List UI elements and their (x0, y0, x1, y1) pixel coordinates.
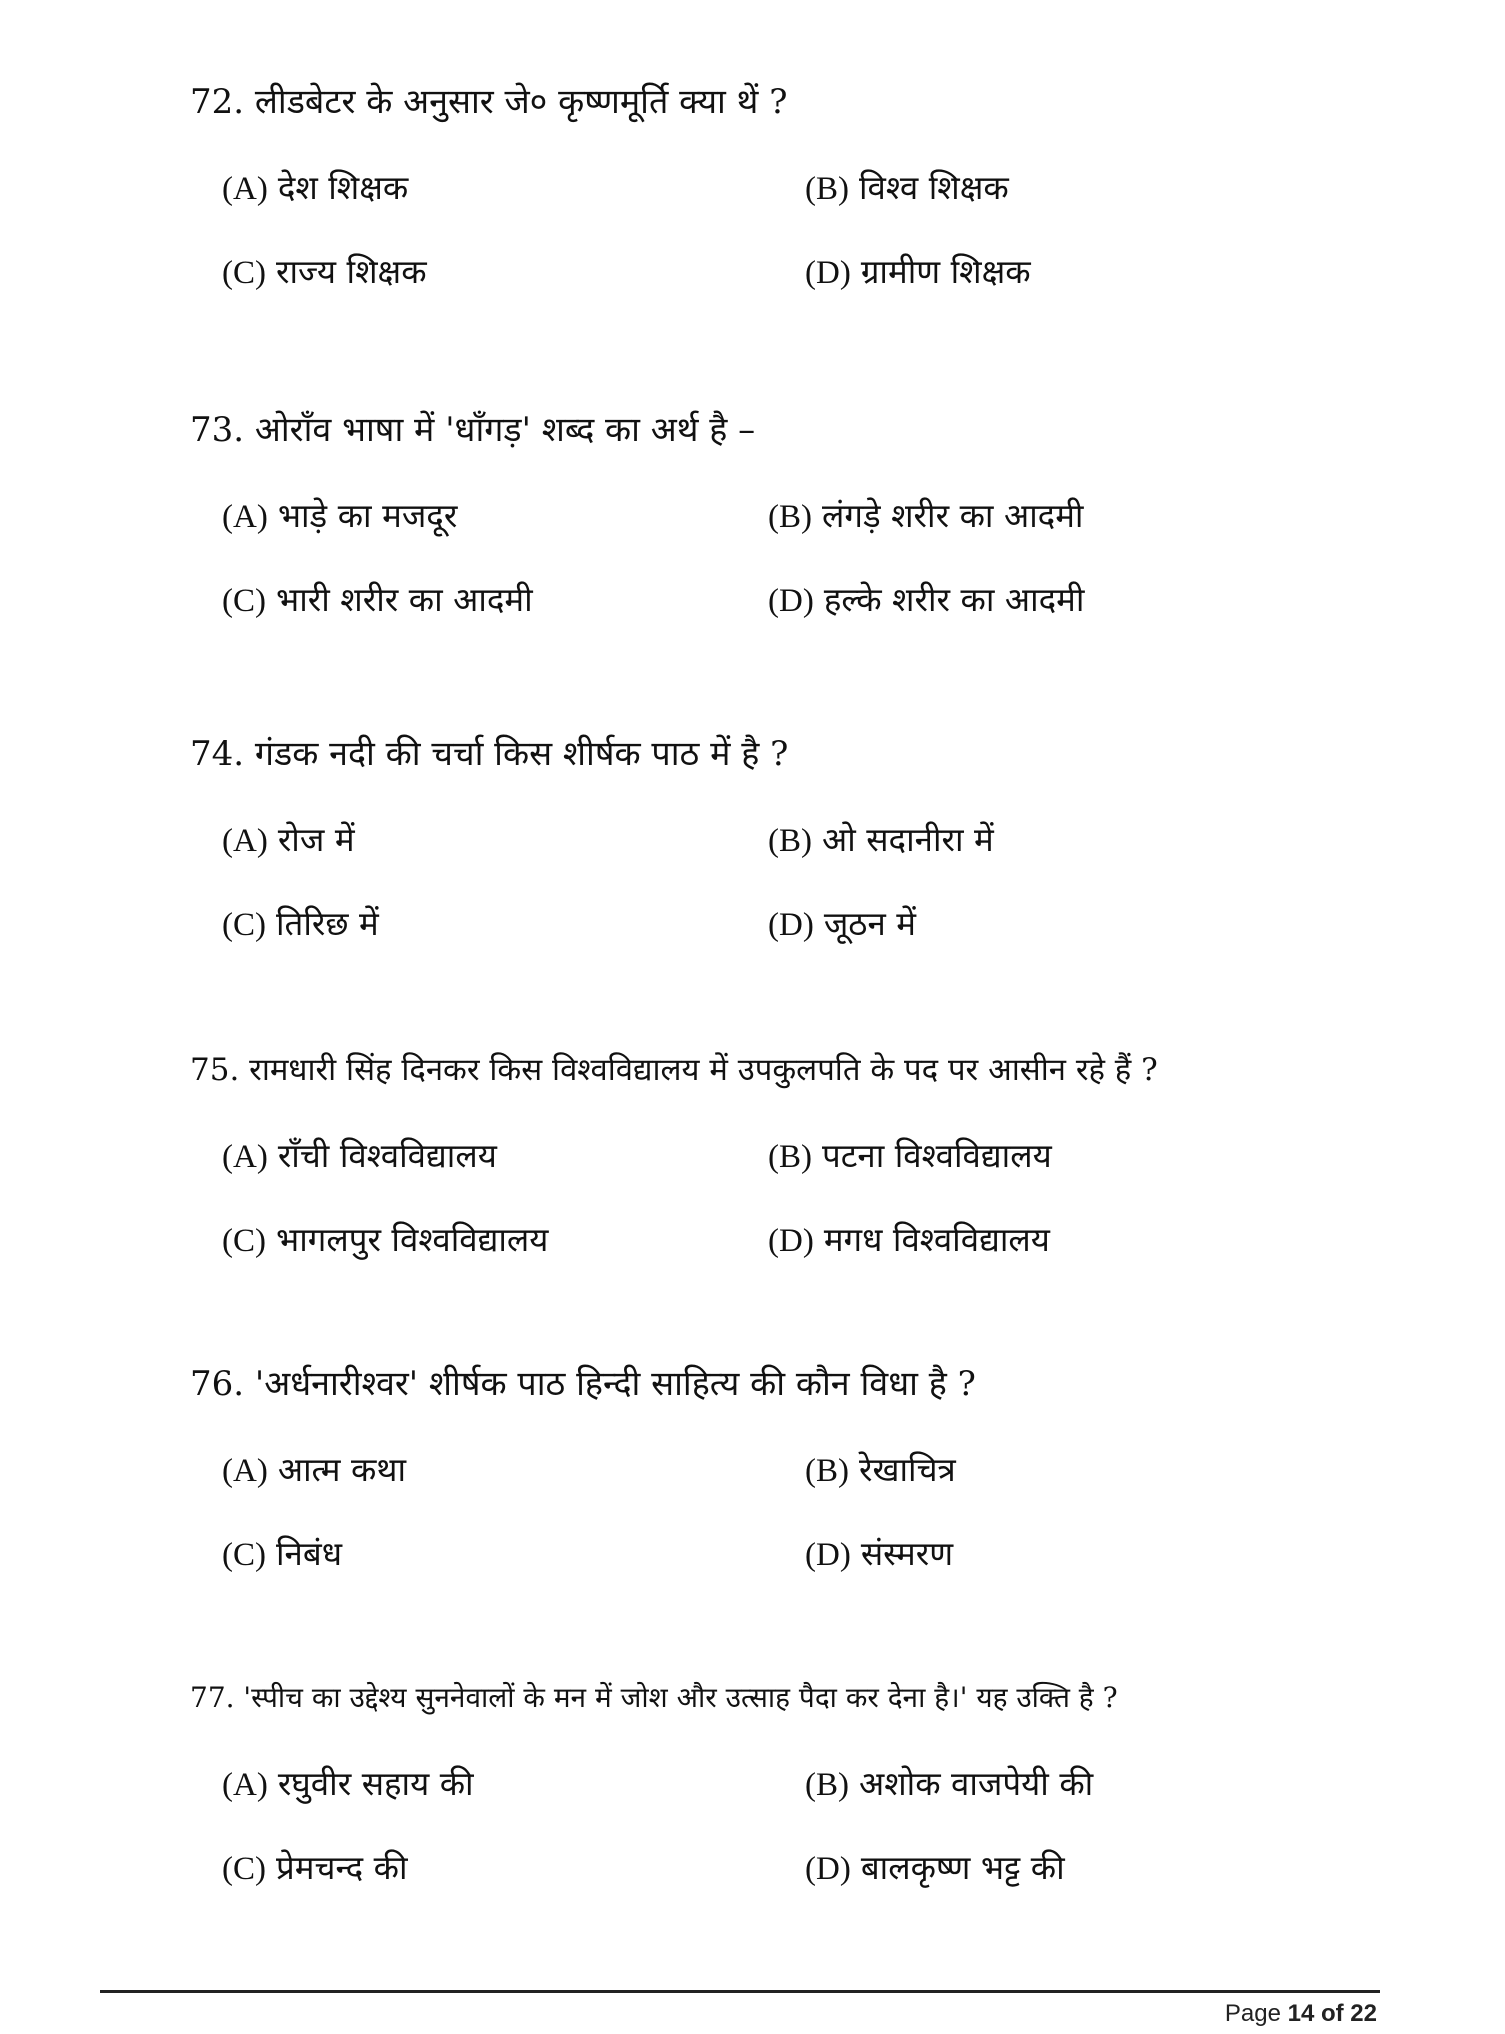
option-text: देश शिक्षक (277, 168, 409, 207)
option-text: राज्य शिक्षक (276, 252, 427, 291)
option-text: मगध विश्वविद्यालय (823, 1220, 1050, 1259)
option-c (222, 580, 533, 621)
option-label: (C) (222, 583, 266, 619)
option-d (805, 1848, 1065, 1889)
question-text: 75. रामधारी सिंह दिनकर किस विश्वविद्यालय में उपकुलपति के पद पर आसीन रहे हैं ? (190, 1052, 1158, 1088)
option-label: (C) (222, 1537, 266, 1573)
option-b (805, 168, 1009, 209)
option-text: बालकृष्ण भट्ट की (860, 1848, 1065, 1887)
option-text: संस्मरण (860, 1534, 954, 1573)
option-c (222, 252, 427, 293)
option-label: (C) (222, 1223, 266, 1259)
question-text: 77. 'स्पीच का उद्देश्य सुननेवालों के मन में जोश और उत्साह पैदा कर देना है।' यह उक्ति है ? (190, 1681, 1118, 1714)
footer-divider (100, 1990, 1380, 1993)
option-text: भागलपुर विश्वविद्यालय (276, 1220, 549, 1259)
option-d (805, 1534, 953, 1575)
option-b (805, 1450, 956, 1491)
page-number (1225, 2000, 1377, 2028)
option-text: अशोक वाजपेयी की (859, 1764, 1094, 1803)
option-a (222, 1450, 406, 1491)
question-text: 72. लीडबेटर के अनुसार जे० कृष्णमूर्ति क्या थें ? (190, 82, 788, 122)
option-label: (B) (805, 171, 849, 207)
page-current: 14 (1287, 2000, 1315, 2027)
option-label: (B) (805, 1453, 849, 1489)
option-text: प्रेमचन्द की (276, 1848, 408, 1887)
option-a (222, 1136, 497, 1177)
option-c (222, 904, 379, 945)
option-label: (C) (222, 255, 266, 291)
option-a (222, 820, 355, 861)
option-text: तिरिछ में (276, 904, 379, 943)
question-text: 73. ओराँव भाषा में 'धाँगड़' शब्द का अर्थ है – (190, 410, 756, 450)
option-label: (C) (222, 1851, 266, 1887)
option-b (768, 1136, 1052, 1177)
option-b (768, 496, 1083, 537)
option-a (222, 168, 408, 209)
option-d (768, 580, 1084, 621)
option-text: निबंध (276, 1534, 342, 1573)
option-label: (A) (222, 1139, 268, 1175)
page-total: 22 (1350, 2000, 1377, 2027)
option-text: ग्रामीण शिक्षक (860, 252, 1031, 291)
option-label: (D) (805, 1537, 851, 1573)
option-label: (D) (768, 1223, 814, 1259)
option-label: (A) (222, 171, 268, 207)
option-d (768, 1220, 1050, 1261)
page-prefix: Page (1224, 2000, 1281, 2027)
option-text: पटना विश्वविद्यालय (822, 1136, 1052, 1175)
option-text: ओ सदानीरा में (822, 820, 994, 859)
option-label: (B) (768, 499, 812, 535)
option-text: विश्व शिक्षक (859, 168, 1009, 207)
option-text: भारी शरीर का आदमी (276, 580, 533, 619)
option-text: रोज में (277, 820, 355, 859)
option-c (222, 1220, 548, 1261)
option-d (805, 252, 1031, 293)
question-text: 74. गंडक नदी की चर्चा किस शीर्षक पाठ में है ? (190, 734, 789, 774)
option-label: (D) (768, 583, 814, 619)
option-label: (B) (768, 823, 812, 859)
option-label: (A) (222, 1453, 268, 1489)
page-of: of (1320, 2000, 1344, 2027)
option-c (222, 1534, 342, 1575)
option-text: आत्म कथा (277, 1450, 407, 1489)
option-b (805, 1764, 1093, 1805)
option-label: (A) (222, 823, 268, 859)
option-text: हल्के शरीर का आदमी (823, 580, 1085, 619)
option-text: रघुवीर सहाय की (277, 1764, 474, 1803)
option-d (768, 904, 916, 945)
option-text: भाड़े का मजदूर (277, 496, 458, 535)
option-text: राँची विश्वविद्यालय (277, 1136, 497, 1175)
question-text: 76. 'अर्धनारीश्वर' शीर्षक पाठ हिन्दी साहित्य की कौन विधा है ? (190, 1364, 976, 1404)
option-a (222, 1764, 474, 1805)
option-label: (D) (805, 1851, 851, 1887)
option-label: (B) (805, 1767, 849, 1803)
option-label: (D) (805, 255, 851, 291)
option-text: जूठन में (823, 904, 917, 943)
option-text: लंगड़े शरीर का आदमी (822, 496, 1084, 535)
option-label: (A) (222, 1767, 268, 1803)
option-label: (A) (222, 499, 268, 535)
option-label: (C) (222, 907, 266, 943)
option-text: रेखाचित्र (859, 1450, 956, 1489)
option-label: (D) (768, 907, 814, 943)
option-b (768, 820, 994, 861)
option-label: (B) (768, 1139, 812, 1175)
option-a (222, 496, 457, 537)
option-c (222, 1848, 408, 1889)
